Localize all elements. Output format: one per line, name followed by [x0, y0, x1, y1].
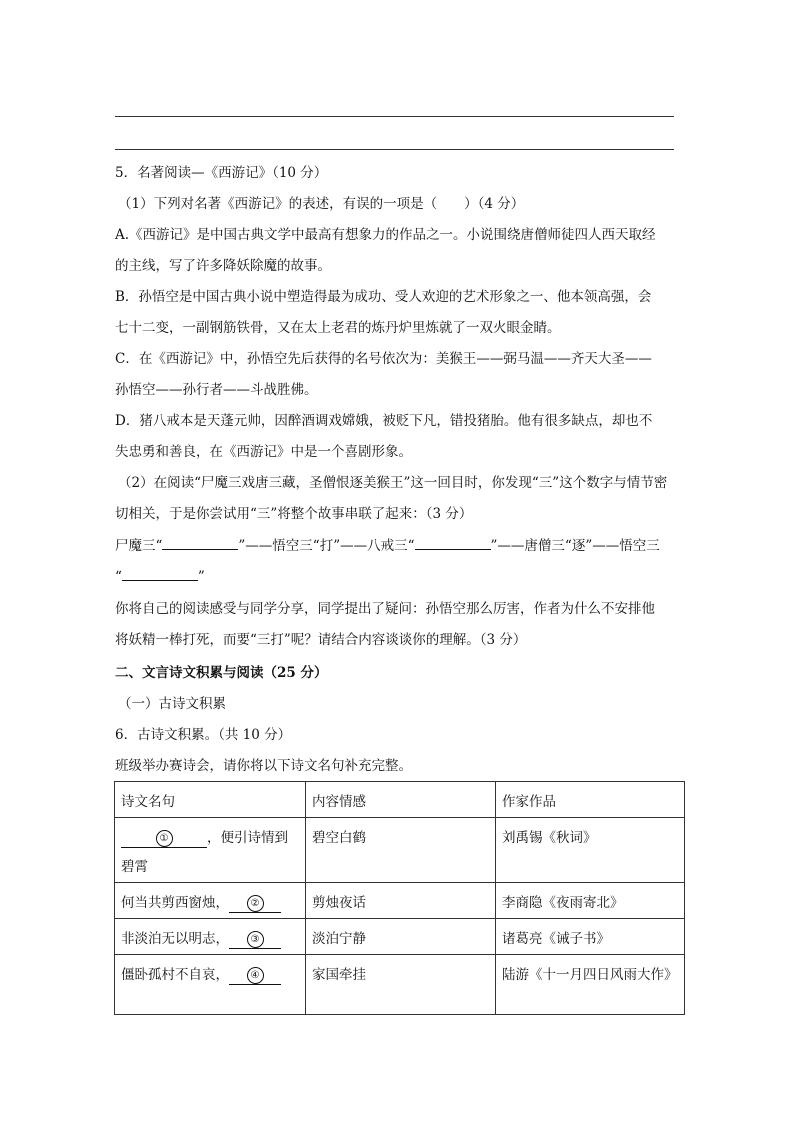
answer-line	[115, 149, 674, 150]
header-emotion: 内容情感	[306, 782, 496, 818]
question-5-part3-line2: 将妖精一棒打死，而要“三打”呢？请结合内容谈谈你的理解。（3 分）	[115, 632, 527, 648]
question-5-part3-line1: 你将自己的阅读感受与同学分享，同学提出了疑问：孙悟空那么厉害，作者为什么不安排他	[115, 601, 655, 617]
poem-text: 何当共剪西窗烛，	[121, 895, 229, 911]
poem-text: 僵卧孤村不自哀，	[121, 967, 229, 983]
question-6-intro: 班级举办赛诗会，请你将以下诗文名句补充完整。	[115, 758, 412, 774]
table-row	[115, 883, 685, 919]
blank-number: ③	[247, 931, 264, 948]
chain-blank-3[interactable]	[122, 566, 198, 581]
option-c-line2: 孙悟空——孙行者——斗战胜佛。	[115, 382, 318, 398]
header-author-work: 作家作品	[496, 782, 685, 818]
blank-1[interactable]	[121, 829, 207, 848]
option-b-line2: 七十二变，一副钢筋铁骨，又在太上老君的炼丹炉里炼就了一双火眼金睛。	[115, 320, 561, 336]
blank-2[interactable]	[229, 894, 281, 913]
chain-blank-2[interactable]	[415, 535, 491, 550]
poem-cell	[115, 955, 306, 1015]
answer-line	[115, 116, 674, 117]
chain-text: ”——悟空三“打”——八戒三“	[238, 538, 415, 554]
question-5-part2-line1: （2）在阅读“尸魔三戏唐三藏，圣僧恨逐美猴王”这一回目时，你发现“三”这个数字与情节密	[118, 475, 668, 491]
option-c-line1: C．在《西游记》中，孙悟空先后获得的名号依次为：美猴王——弼马温——齐天大圣——	[115, 351, 652, 367]
blank-number: ④	[247, 967, 264, 984]
poem-cell	[115, 818, 306, 883]
chain-text: “	[115, 569, 122, 585]
work-cell: 陆游《十一月四日风雨大作》	[496, 955, 685, 1015]
work-cell: 李商隐《夜雨寄北》	[496, 883, 685, 919]
header-poem-line: 诗文名句	[115, 782, 306, 818]
poem-cell	[115, 883, 306, 919]
section-2-part-1: （一）古诗文积累	[118, 696, 226, 712]
poetry-table	[114, 781, 685, 1015]
poem-text: 碧霄	[121, 859, 148, 875]
chain-text: ”	[197, 569, 205, 585]
emotion-cell: 家国牵挂	[306, 955, 496, 1015]
emotion-cell: 剪烛夜话	[306, 883, 496, 919]
table-row	[115, 955, 685, 1015]
chain-text: 尸魔三“	[115, 538, 163, 554]
table-row	[115, 818, 685, 883]
blank-3[interactable]	[229, 930, 281, 949]
section-2-title: 二、文言诗文积累与阅读（25 分）	[115, 665, 328, 681]
blank-number: ①	[156, 830, 173, 847]
option-b-line1: B．孙悟空是中国古典小说中塑造得最为成功、受人欢迎的艺术形象之一、他本领高强，会	[115, 289, 652, 305]
poem-text: ，便引诗情到	[207, 830, 288, 846]
emotion-cell: 碧空白鹤	[306, 818, 496, 883]
story-chain-cont	[115, 566, 685, 587]
work-cell: 诸葛亮《诫子书》	[496, 919, 685, 955]
question-5-part2-line2: 切相关，于是你尝试用“三”将整个故事串联了起来：（3 分）	[115, 506, 473, 522]
poem-cell	[115, 919, 306, 955]
table-header-row	[115, 782, 685, 818]
blank-4[interactable]	[229, 966, 281, 985]
option-a-line1: A.《西游记》是中国古典文学中最高有想象力的作品之一。小说围绕唐僧师徒四人西天取经	[115, 227, 656, 243]
option-a-line2: 的主线，写了许多降妖除魔的故事。	[115, 258, 331, 274]
chain-blank-1[interactable]	[162, 535, 238, 550]
table-row	[115, 919, 685, 955]
option-d-line2: 失忠勇和善良，在《西游记》中是一个喜剧形象。	[115, 444, 412, 460]
poem-text: 非淡泊无以明志，	[121, 931, 229, 947]
question-6-title: 6．古诗文积累。（共 10 分）	[115, 727, 292, 743]
blank-number: ②	[247, 895, 264, 912]
emotion-cell: 淡泊宁静	[306, 919, 496, 955]
question-5-part1: （1）下列对名著《西游记》的表述，有误的一项是（ ）（4 分）	[118, 196, 525, 212]
question-5-title: 5．名著阅读—《西游记》（10 分）	[115, 165, 328, 181]
option-d-line1: D．猪八戒本是天蓬元帅，因醉酒调戏嫦娥，被贬下凡，错投猪胎。他有很多缺点，却也不	[115, 413, 653, 429]
story-chain	[115, 535, 685, 556]
work-cell: 刘禹锡《秋词》	[496, 818, 685, 883]
chain-text: ”——唐僧三“逐”——悟空三	[490, 538, 660, 554]
